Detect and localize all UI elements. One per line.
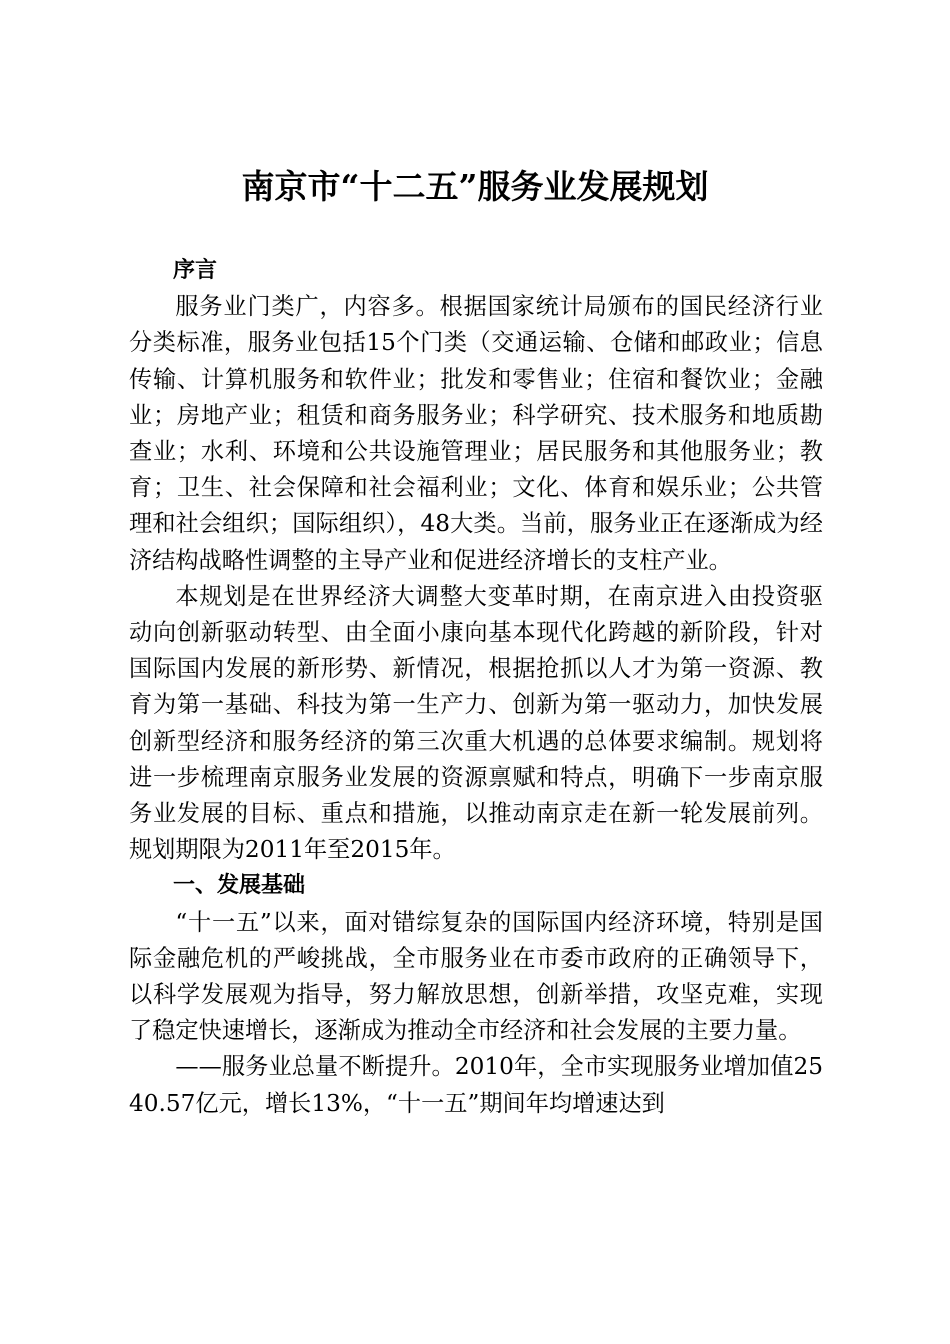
preface-heading: 序言 [173,258,218,283]
section-heading: 一、发展基础 [173,873,306,899]
paragraph: 服务业门类广，内容多。根据国家统计局颁布的国民经济行业分类标准，服务业包括15个门类（交通运输、仓储和邮政业；信息传输、计算机服务和软件业；批发和零售业；住宿和餐饮业；金融业；房地产业；租赁和商务服务业；科学研究、技术服务和地质勘查业；水利、环境和公共设施管理业；居民服务和其他服务业；教育；卫生、社会保障和社会福利业；文化、体育和娱乐业；公共管理和社会组织；国际组织），48大类。当前，服务业正在逐渐成为经济结构战略性调整的主导产业和促进经济增长的支柱产业。 [129,293,823,574]
paragraph: 本规划是在世界经济大调整大变革时期，在南京进入由投资驱动向创新驱动转型、由全面小康向基本现代化跨越的新阶段，针对国际国内发展的新形势、新情况，根据抢抓以人才为第一资源、教育为第一基础、科技为第一生产力、创新为第一驱动力，加快发展创新型经济和服务经济的第三次重大机遇的总体要求编制。规划将进一步梳理南京服务业发展的资源禀赋和特点，明确下一步南京服务业发展的目标、重点和措施，以推动南京走在新一轮发展前列。规划期限为2011年至2015年。 [129,582,823,864]
paragraph: ——服务业总量不断提升。2010年，全市实现服务业增加值2540.57亿元，增长13%，“十一五”期间年均增速达到 [129,1053,823,1117]
paragraph: “十一五”以来，面对错综复杂的国际国内经济环境，特别是国际金融危机的严峻挑战，全市服务业在市委市政府的正确领导下，以科学发展观为指导，努力解放思想，创新举措，攻坚克难，实现了稳定快速增长，逐渐成为推动全市经济和社会发展的主要力量。 [129,908,823,1045]
document-title: 南京市“十二五”服务业发展规划 [241,167,709,206]
document-body [129,253,823,1122]
